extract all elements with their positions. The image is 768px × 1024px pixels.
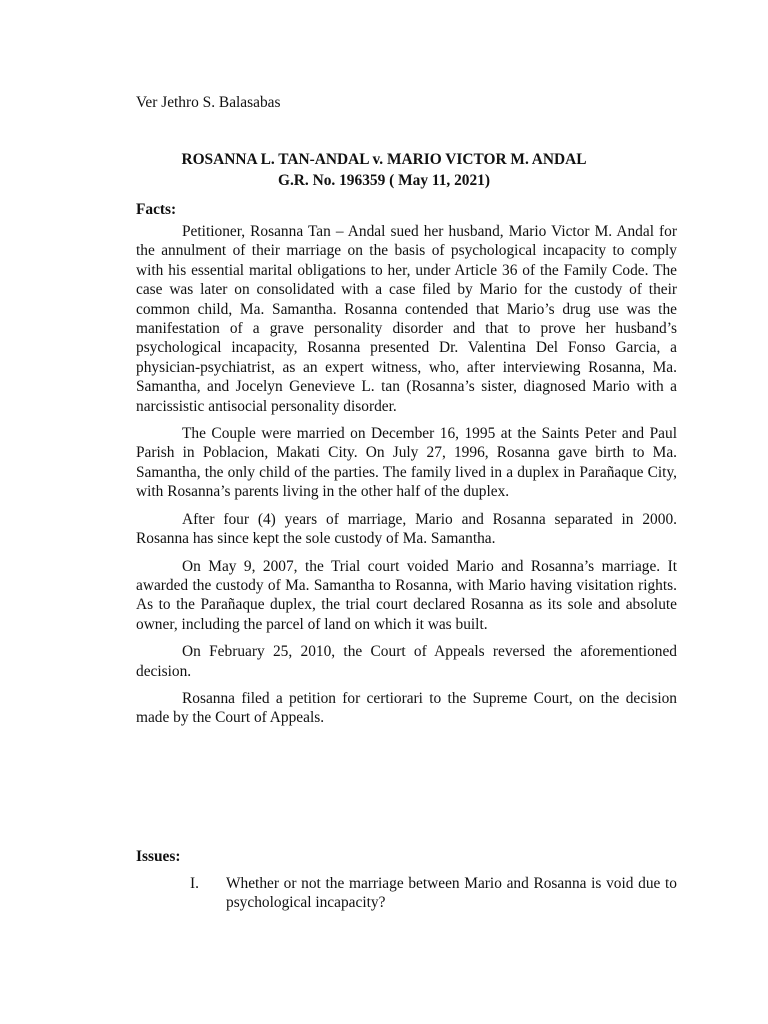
facts-paragraph: Petitioner, Rosanna Tan – Andal sued her husband, Mario Victor M. Andal for the annulment of their marriage on the basis of psychological incapacity to comply with his essential marital obligations to her, under Article 36 of the Family Code. The case was later on consolidated with a case filed by Mario for the custody of their common child, Ma. Samantha. Rosanna contended that Mario’s drug use was the manifestation of a grave personality disorder and that to prove her husband’s psychological incapacity, Rosanna presented Dr. Valentina Del Fonso Garcia, a physician-psychiatrist, as an expert witness, who, after interviewing Rosanna, Ma. Samantha, and Jocelyn Genevieve L. tan (Rosanna’s sister, diagnosed Mario with a narcissistic antisocial personality disorder.	[136, 223, 677, 415]
facts-paragraph: On May 9, 2007, the Trial court voided Mario and Rosanna’s marriage. It awarded the custody of Ma. Samantha to Rosanna, with Mario having visitation rights. As to the Parañaque duplex, the trial court declared Rosanna as its sole and absolute owner, including the parcel of land on which it was built.	[136, 557, 677, 633]
facts-paragraph: After four (4) years of marriage, Mario and Rosanna separated in 2000. Rosanna has since kept the sole custody of Ma. Samantha.	[136, 510, 677, 548]
issue-text: Whether or not the marriage between Mario and Rosanna is void due to psychological incapacity?	[226, 875, 677, 912]
issues-heading: Issues:	[136, 848, 181, 865]
issue-number: I.	[190, 875, 199, 892]
facts-paragraph: On February 25, 2010, the Court of Appeals reversed the aforementioned decision.	[136, 643, 677, 680]
author-name: Ver Jethro S. Balasabas	[136, 94, 281, 111]
facts-heading: Facts:	[136, 201, 177, 218]
issue-item	[190, 874, 677, 913]
case-number: G.R. No. 196359 ( May 11, 2021)	[277, 172, 491, 189]
facts-paragraph: Rosanna filed a petition for certiorari to the Supreme Court, on the decision made by the Court of Appeals.	[136, 689, 677, 727]
facts-paragraph: The Couple were married on December 16, 1995 at the Saints Peter and Paul Parish in Poblacion, Makati City. On July 27, 1996, Rosanna gave birth to Ma. Samantha, the only child of the parties. The family lived in a duplex in Parañaque City, with Rosanna’s parents living in the other half of the duplex.	[136, 425, 677, 501]
facts-body	[136, 222, 677, 736]
case-title: ROSANNA L. TAN-ANDAL v. MARIO VICTOR M. ANDAL	[181, 151, 587, 168]
